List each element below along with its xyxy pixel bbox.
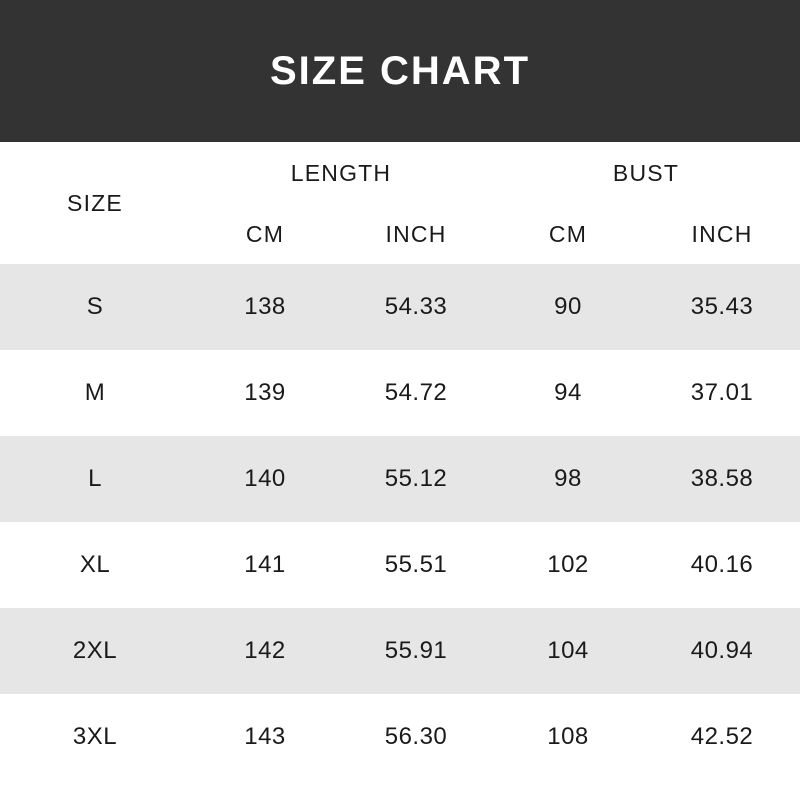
table-row bbox=[0, 264, 800, 350]
cell-size: M bbox=[0, 350, 190, 436]
cell-bust-cm: 108 bbox=[492, 694, 644, 780]
cell-bust-cm: 98 bbox=[492, 436, 644, 522]
cell-bust-inch: 35.43 bbox=[644, 264, 800, 350]
cell-length-inch: 56.30 bbox=[340, 694, 492, 780]
cell-bust-inch: 40.94 bbox=[644, 608, 800, 694]
column-group-header-bust: BUST bbox=[492, 142, 800, 204]
column-header-length-cm: CM bbox=[190, 204, 340, 264]
column-header-size: SIZE bbox=[0, 142, 190, 264]
cell-length-cm: 143 bbox=[190, 694, 340, 780]
column-header-bust-inch: INCH bbox=[644, 204, 800, 264]
cell-size: 3XL bbox=[0, 694, 190, 780]
cell-bust-inch: 42.52 bbox=[644, 694, 800, 780]
cell-length-cm: 140 bbox=[190, 436, 340, 522]
table-row bbox=[0, 436, 800, 522]
size-table-container bbox=[0, 142, 800, 800]
cell-size: 2XL bbox=[0, 608, 190, 694]
column-group-header-length: LENGTH bbox=[190, 142, 492, 204]
column-header-bust-cm: CM bbox=[492, 204, 644, 264]
cell-bust-cm: 90 bbox=[492, 264, 644, 350]
table-row bbox=[0, 522, 800, 608]
cell-length-inch: 54.72 bbox=[340, 350, 492, 436]
cell-size: S bbox=[0, 264, 190, 350]
group-header-row bbox=[0, 142, 800, 204]
table-row bbox=[0, 608, 800, 694]
cell-length-cm: 141 bbox=[190, 522, 340, 608]
column-header-length-inch: INCH bbox=[340, 204, 492, 264]
chart-header bbox=[0, 0, 800, 142]
cell-bust-inch: 40.16 bbox=[644, 522, 800, 608]
table-head bbox=[0, 142, 800, 264]
cell-length-cm: 139 bbox=[190, 350, 340, 436]
cell-bust-inch: 38.58 bbox=[644, 436, 800, 522]
cell-length-cm: 142 bbox=[190, 608, 340, 694]
cell-length-inch: 55.12 bbox=[340, 436, 492, 522]
cell-size: XL bbox=[0, 522, 190, 608]
cell-bust-cm: 104 bbox=[492, 608, 644, 694]
cell-length-inch: 55.51 bbox=[340, 522, 492, 608]
table-row bbox=[0, 694, 800, 780]
cell-bust-inch: 37.01 bbox=[644, 350, 800, 436]
cell-size: L bbox=[0, 436, 190, 522]
cell-length-cm: 138 bbox=[190, 264, 340, 350]
cell-length-inch: 55.91 bbox=[340, 608, 492, 694]
page-title: SIZE CHART bbox=[270, 48, 530, 93]
cell-bust-cm: 102 bbox=[492, 522, 644, 608]
table-row bbox=[0, 350, 800, 436]
cell-length-inch: 54.33 bbox=[340, 264, 492, 350]
cell-bust-cm: 94 bbox=[492, 350, 644, 436]
size-chart-table bbox=[0, 142, 800, 780]
table-body bbox=[0, 264, 800, 780]
